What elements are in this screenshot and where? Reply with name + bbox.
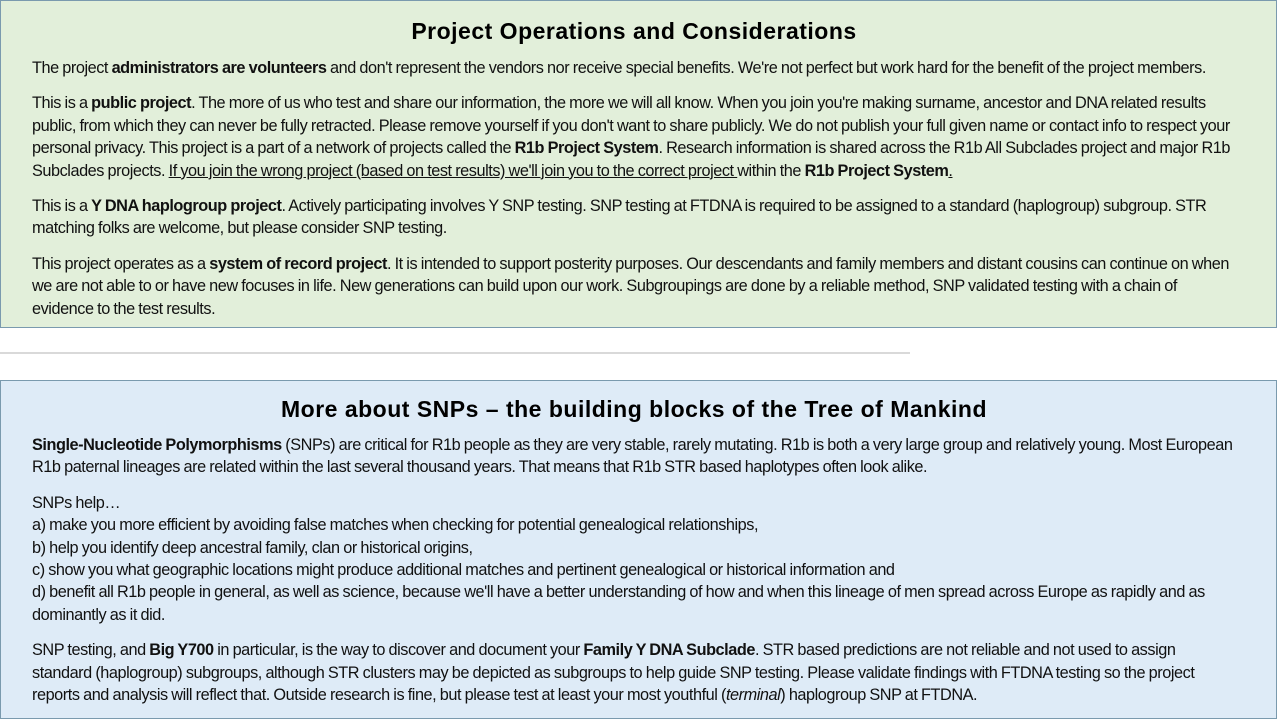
emphasis-text: system of record project — [209, 254, 387, 273]
haplogroup-project-paragraph — [32, 195, 1236, 240]
emphasis-text: Big Y700 — [149, 641, 214, 660]
snp-definition-paragraph — [32, 434, 1236, 479]
text-run: . It is intended to support posterity purposes. Our descendants and family members and distant cousins can continue on when we are not able to or have new focuses in life. New generations can build upon our work. Subgroupings are done by a reliable method, SNP validated testing with a chain of evidence to the test results. — [32, 254, 1229, 318]
text-run: and don't represent the vendors nor receive special benefits. We're not perfect but work hard for the benefit of the project members. — [326, 59, 1206, 77]
text-run: The project — [32, 59, 112, 77]
list-item: a) make you more efficient by avoiding false matches when checking for potential genealogical relationships, — [32, 516, 759, 535]
text-run: . The more of us who test and share our information, the more we will all know. When you join you're making surname, ancestor and DNA related results public, from which they can never be fully retracted. Please remove yourself if you don't want to share publicly. We do not publish your full given name or contact info to respect your personal privacy. This project is a part of a network of projects called the — [32, 94, 1230, 158]
emphasis-text: Family Y DNA Subclade — [583, 641, 755, 660]
text-run: This project operates as a — [32, 254, 210, 273]
list-item: c) show you what geographic locations might produce additional matches and pertinent genealogical or historical information and — [32, 561, 895, 580]
text-run: . STR based predictions are not reliable and not used to assign standard (haplogroup) subgroups, although STR clusters may be depicted as subgroups to help guide SNP testing. Please validate findings with FTDNA testing so the project reports and analysis will reflect that. Outside research is fine, but please test at least your most youthful ( — [32, 641, 1195, 705]
list-item: d) benefit all R1b people in general, as well as science, because we'll have a better understanding of how and when this lineage of men spread across Europe as rapidly and as dominantly as it did. — [32, 583, 1205, 624]
panel-title: Project Operations and Considerations — [411, 18, 857, 44]
emphasis-text: Y DNA haplogroup project — [91, 197, 282, 216]
section-divider — [0, 352, 910, 354]
underlined-text: . — [948, 161, 953, 180]
text-run: This is a — [32, 94, 92, 113]
volunteers-paragraph — [32, 57, 1236, 79]
text-run: in particular, is the way to discover and document your — [213, 641, 584, 660]
text-run: . Actively participating involves Y SNP testing. SNP testing at FTDNA is required to be assigned to a standard (haplogroup) subgroup. STR matching folks are welcome, but please consider SNP testing. — [32, 197, 1207, 238]
emphasis-text: administrators are volunteers — [111, 59, 327, 77]
italic-text: terminal — [725, 686, 781, 705]
list-item: b) help you identify deep ancestral family, clan or historical origins, — [32, 538, 473, 557]
text-run: . Research information is shared across the R1b All Subclades project and major R1b Subclades projects. — [32, 139, 1230, 180]
emphasis-text: R1b Project System — [514, 139, 659, 158]
text-run: (SNPs) are critical for R1b people as they are very stable, rarely mutating. R1b is both a very large group and relatively young. Most European R1b paternal lineages are related within the last several thousand years. That means that R1b STR based haplotypes often look alike. — [32, 436, 1233, 477]
public-project-paragraph — [32, 92, 1236, 182]
underlined-text: If you join the wrong project (based on test results) we'll join you to the correct project — [168, 161, 738, 180]
emphasis-text: Single-Nucleotide Polymorphisms — [32, 436, 282, 454]
panel-title: More about SNPs – the building blocks of the Tree of Mankind — [280, 396, 987, 422]
text-run: SNP testing, and — [32, 641, 150, 660]
project-operations-panel — [0, 0, 1277, 328]
text-run: This is a — [32, 197, 92, 216]
emphasis-text: R1b Project System — [804, 161, 949, 180]
snp-testing-paragraph — [32, 639, 1236, 706]
list-intro: SNPs help… — [32, 493, 121, 512]
emphasis-text: public project — [91, 94, 192, 113]
system-of-record-paragraph — [32, 253, 1236, 320]
snp-info-panel — [0, 380, 1277, 719]
text-run: within the — [737, 161, 805, 180]
snp-help-list — [32, 492, 1236, 626]
text-run: ) haplogroup SNP at FTDNA. — [780, 686, 978, 705]
